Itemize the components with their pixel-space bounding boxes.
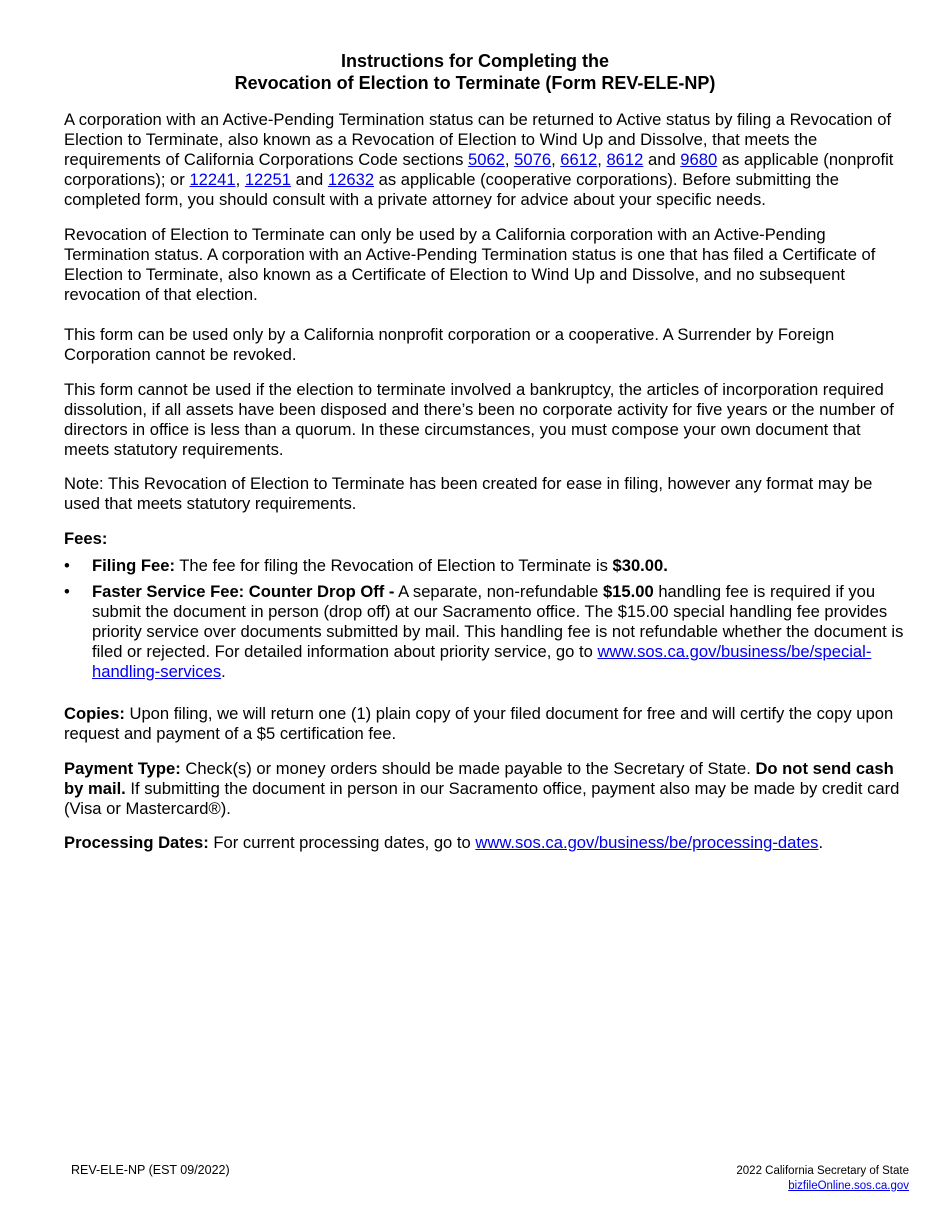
intro-text-1: A corporation with an Active-Pending Termination status can be returned to Active status by filing a Revocation of Election to Terminate, also known as a Revocation of Election to Wind Up and Dissolve, that meets the requirements of California Corporations Code sections <box>64 110 892 169</box>
payment-label: Payment Type: <box>64 759 181 778</box>
faster-service-amount: $15.00 <box>602 582 654 601</box>
payment-text-1: Check(s) or money orders should be made payable to the Secretary of State. <box>180 759 756 778</box>
footer-right <box>736 1164 909 1194</box>
bullet-icon: • <box>64 556 70 575</box>
payment-paragraph <box>64 759 910 819</box>
separator: , <box>597 150 607 169</box>
separator: , <box>235 170 245 189</box>
title-line-2: Revocation of Election to Terminate (Form REV-ELE-NP) <box>234 73 716 93</box>
faster-service-text-2: handling fee is required if you submit the document in person (drop off) at our Sacramento office. The $15.00 special handling fee provides priority service over documents submitted by mail. This handling fee is not refundable whether the document is filed or rejected. For detailed information about priority service, go to <box>92 582 904 661</box>
intro-text-3: as applicable (cooperative corporations). Before submitting the completed form, you should consult with a private attorney for advice about your specific needs. <box>64 170 839 209</box>
processing-text: For current processing dates, go to <box>208 833 476 852</box>
title-line-1: Instructions for Completing the <box>341 51 609 71</box>
restrictions-paragraph: This form cannot be used if the election to terminate involved a bankruptcy, the articles of incorporation required dissolution, if all assets have been disposed and there’s been no corporate activity for five years or the number of directors in office is less than a quorum. In these circumstances, you must compose your own document that meets statutory requirements. <box>64 380 894 459</box>
instructions-body <box>64 110 910 868</box>
page-title <box>0 50 950 94</box>
copies-paragraph <box>64 704 910 744</box>
separator: , <box>504 150 515 169</box>
fees-list <box>64 556 910 682</box>
code-link-12251[interactable]: 12251 <box>244 170 291 189</box>
processing-label: Processing Dates: <box>64 833 209 852</box>
code-link-12241[interactable]: 12241 <box>189 170 236 189</box>
code-link-5076[interactable]: 5076 <box>514 150 552 169</box>
copyright: 2022 California Secretary of State <box>736 1165 909 1177</box>
code-link-12632[interactable]: 12632 <box>327 170 375 189</box>
punctuation: . <box>818 833 824 852</box>
note-paragraph: Note: This Revocation of Election to Terminate has been created for ease in filing, however any format may be used that meets statutory requirements. <box>64 474 873 513</box>
separator: and <box>290 170 328 189</box>
payment-text-2: If submitting the document in person in our Sacramento office, payment also may be made by credit card (Visa or Mastercard®). <box>64 779 900 818</box>
code-link-8612[interactable]: 8612 <box>606 150 644 169</box>
copies-text: Upon filing, we will return one (1) plain copy of your filed document for free and will certify the copy upon request and payment of a $5 certification fee. <box>64 704 894 743</box>
copies-label: Copies: <box>64 704 125 723</box>
faster-service-label: Faster Service Fee: Counter Drop Off - <box>92 582 395 601</box>
filing-fee-amount: $30.00. <box>612 556 668 575</box>
intro-text-2: as applicable (nonprofit corporations); or <box>64 150 894 189</box>
code-link-9680[interactable]: 9680 <box>680 150 718 169</box>
code-link-6612[interactable]: 6612 <box>560 150 598 169</box>
list-item <box>64 556 910 576</box>
bullet-icon: • <box>64 582 70 601</box>
form-id: REV-ELE-NP (EST 09/2022) <box>71 1163 230 1177</box>
code-link-5062[interactable]: 5062 <box>467 150 505 169</box>
filing-fee-text: The fee for filing the Revocation of Election to Terminate is <box>174 556 613 575</box>
payment-warning: Do not send cash by mail. <box>64 759 894 798</box>
special-handling-link[interactable]: www.sos.ca.gov/business/be/special-handling-services <box>92 642 872 681</box>
processing-paragraph <box>64 833 910 853</box>
list-item <box>64 582 910 682</box>
nonprofit-only-paragraph: This form can be used only by a California nonprofit corporation or a cooperative. A Surrender by Foreign Corporation cannot be revoked. <box>64 325 835 364</box>
processing-dates-link[interactable]: www.sos.ca.gov/business/be/processing-dates <box>475 833 819 852</box>
punctuation: . <box>221 662 226 681</box>
fees-heading: Fees: <box>64 529 108 548</box>
filing-fee-label: Filing Fee: <box>92 556 175 575</box>
faster-service-text-1: A separate, non-refundable <box>394 582 603 601</box>
bizfile-link[interactable]: bizfileOnline.sos.ca.gov <box>788 1180 909 1192</box>
separator: and <box>643 150 681 169</box>
separator: , <box>551 150 561 169</box>
intro-paragraph <box>64 110 910 210</box>
eligibility-paragraph: Revocation of Election to Terminate can only be used by a California corporation with an Active-Pending Termination status. A corporation with an Active-Pending Termination status is one that has filed a Certificate of Election to Terminate, also known as a Certificate of Election to Wind Up and Dissolve, and no subsequent revocation of that election. <box>64 225 876 304</box>
